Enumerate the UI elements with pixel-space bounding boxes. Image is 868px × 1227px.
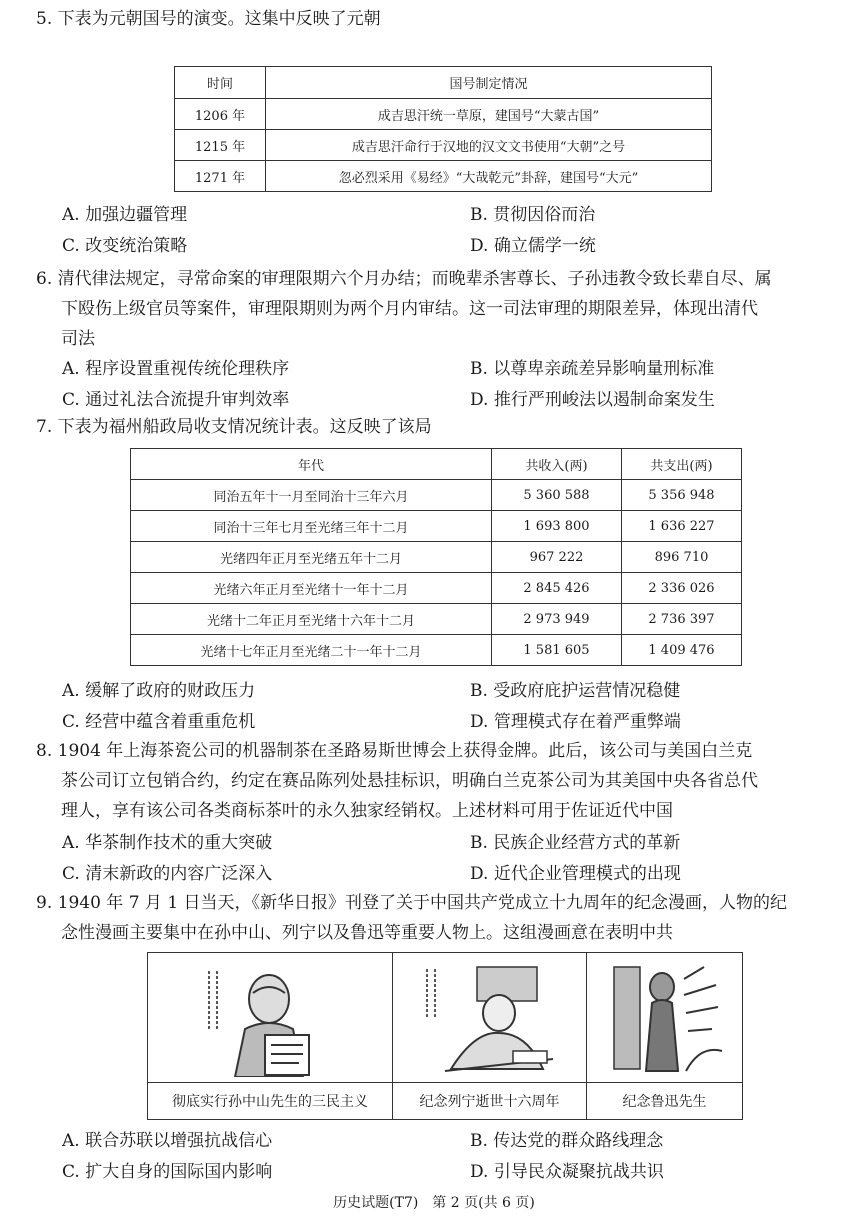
- yuan-title-table: [174, 66, 712, 192]
- table-cell: 5 360 588: [492, 480, 622, 511]
- table-cell: 同治五年十一月至同治十三年六月: [131, 480, 492, 511]
- table-header: 年代: [131, 449, 492, 480]
- option-a[interactable]: A. 华茶制作技术的重大突破: [62, 833, 273, 853]
- option-d[interactable]: D. 管理模式存在着严重弊端: [470, 712, 681, 732]
- question-stem: 下殴伤上级官员等案件，审理限期则为两个月内审结。这一司法审理的期限差异，体现出清代: [61, 299, 758, 319]
- option-a[interactable]: A. 加强边疆管理: [62, 205, 188, 225]
- option-d[interactable]: D. 确立儒学一统: [470, 236, 596, 256]
- question-stem: 7. 下表为福州船政局收支情况统计表。这反映了该局: [36, 417, 432, 437]
- option-c[interactable]: C. 改变统治策略: [62, 236, 188, 256]
- option-d[interactable]: D. 引导民众凝聚抗战共识: [470, 1162, 664, 1182]
- table-cell: 光绪六年正月至光绪十一年十二月: [131, 573, 492, 604]
- table-cell: 光绪四年正月至光绪五年十二月: [131, 542, 492, 573]
- question-stem: 9. 1940 年 7 月 1 日当天，《新华日报》刊登了关于中国共产党成立十九周年的纪念漫画，人物的纪: [36, 893, 788, 913]
- question-stem: 茶公司订立包销合约，约定在赛品陈列处悬挂标识，明确白兰克茶公司为其美国中央各省总代: [61, 771, 758, 791]
- option-a[interactable]: A. 联合苏联以增强抗战信心: [62, 1131, 273, 1151]
- cartoon-caption: 纪念列宁逝世十六周年: [393, 1082, 586, 1119]
- table-row: [131, 511, 742, 542]
- cartoon-caption: 彻底实行孙中山先生的三民主义: [148, 1082, 392, 1119]
- table-row: [131, 480, 742, 511]
- table-cell: 1215 年: [175, 130, 266, 161]
- table-row: [131, 604, 742, 635]
- question-9: [36, 888, 836, 948]
- option-d[interactable]: D. 推行严刑峻法以遏制命案发生: [470, 390, 715, 410]
- table-row: [175, 99, 712, 130]
- question-5: [36, 4, 836, 34]
- option-c[interactable]: C. 扩大自身的国际国内影响: [62, 1162, 273, 1182]
- table-cell: 1271 年: [175, 161, 266, 192]
- table-row: [131, 542, 742, 573]
- question-stem: 司法: [61, 329, 95, 349]
- table-cell: 光绪十七年正月至光绪二十一年十二月: [131, 635, 492, 666]
- option-b[interactable]: B. 贯彻因俗而治: [470, 205, 596, 225]
- table-cell: 2 845 426: [492, 573, 622, 604]
- option-b[interactable]: B. 以尊卑亲疏差异影响量刑标准: [470, 359, 715, 379]
- table-cell: 成吉思汗统一草原，建国号“大蒙古国”: [266, 99, 712, 130]
- question-stem: 8. 1904 年上海茶瓷公司的机器制茶在圣路易斯世博会上获得金牌。此后，该公司与美国白兰克: [36, 741, 753, 761]
- option-b[interactable]: B. 民族企业经营方式的革新: [470, 833, 681, 853]
- option-c[interactable]: C. 通过礼法合流提升审判效率: [62, 390, 290, 410]
- question-6: [36, 264, 836, 354]
- option-a[interactable]: A. 程序设置重视传统伦理秩序: [62, 359, 290, 379]
- table-header: 共支出(两): [622, 449, 742, 480]
- table-cell: 光绪十二年正月至光绪十六年十二月: [131, 604, 492, 635]
- fuzhou-shipyard-table: [130, 448, 742, 666]
- question-stem: 念性漫画主要集中在孙中山、列宁以及鲁迅等重要人物上。这组漫画意在表明中共: [61, 923, 673, 943]
- cartoon-panel-lu-xun: [587, 953, 742, 1119]
- question-stem: 理人，享有该公司各类商标茶叶的永久独家经销权。上述材料可用于佐证近代中国: [61, 801, 673, 821]
- table-row: [131, 635, 742, 666]
- sun-yat-sen-cartoon-image: [148, 953, 392, 1082]
- table-cell: 成吉思汗命行于汉地的汉文文书使用“大朝”之号: [266, 130, 712, 161]
- table-header: 共收入(两): [492, 449, 622, 480]
- cartoon-caption: 纪念鲁迅先生: [587, 1082, 742, 1119]
- table-cell: 896 710: [622, 542, 742, 573]
- table-header: 国号制定情况: [266, 67, 712, 99]
- table-cell: 1 581 605: [492, 635, 622, 666]
- option-b[interactable]: B. 受政府庇护运营情况稳健: [470, 681, 681, 701]
- cartoon-panel-lenin: [393, 953, 587, 1119]
- option-b[interactable]: B. 传达党的群众路线理念: [470, 1131, 664, 1151]
- table-cell: 967 222: [492, 542, 622, 573]
- table-cell: 2 736 397: [622, 604, 742, 635]
- table-row: [131, 573, 742, 604]
- option-d[interactable]: D. 近代企业管理模式的出现: [470, 864, 681, 884]
- table-cell: 同治十三年七月至光绪三年十二月: [131, 511, 492, 542]
- table-cell: 2 973 949: [492, 604, 622, 635]
- cartoon-panels: [147, 952, 743, 1120]
- table-header: 时间: [175, 67, 266, 99]
- table-row: [175, 161, 712, 192]
- option-a[interactable]: A. 缓解了政府的财政压力: [62, 681, 256, 701]
- table-cell: 1 409 476: [622, 635, 742, 666]
- table-cell: 2 336 026: [622, 573, 742, 604]
- question-stem: 5. 下表为元朝国号的演变。这集中反映了元朝: [36, 9, 381, 29]
- table-cell: 忽必烈采用《易经》“大哉乾元”卦辞，建国号“大元”: [266, 161, 712, 192]
- table-cell: 5 356 948: [622, 480, 742, 511]
- question-7: [36, 412, 836, 442]
- table-cell: 1206 年: [175, 99, 266, 130]
- lenin-cartoon-image: [393, 953, 586, 1082]
- option-c[interactable]: C. 经营中蕴含着重重危机: [62, 712, 256, 732]
- cartoon-panel-sun-yat-sen: [148, 953, 393, 1119]
- table-cell: 1 636 227: [622, 511, 742, 542]
- question-stem: 6. 清代律法规定，寻常命案的审理限期六个月办结；而晚辈杀害尊长、子孙违教令致长辈自尽、属: [36, 269, 772, 289]
- question-8: [36, 736, 836, 826]
- table-row: [175, 130, 712, 161]
- option-c[interactable]: C. 清末新政的内容广泛深入: [62, 864, 273, 884]
- lu-xun-cartoon-image: [587, 953, 742, 1082]
- page-footer: 历史试题(T7) 第 2 页(共 6 页): [333, 1195, 535, 1211]
- table-cell: 1 693 800: [492, 511, 622, 542]
